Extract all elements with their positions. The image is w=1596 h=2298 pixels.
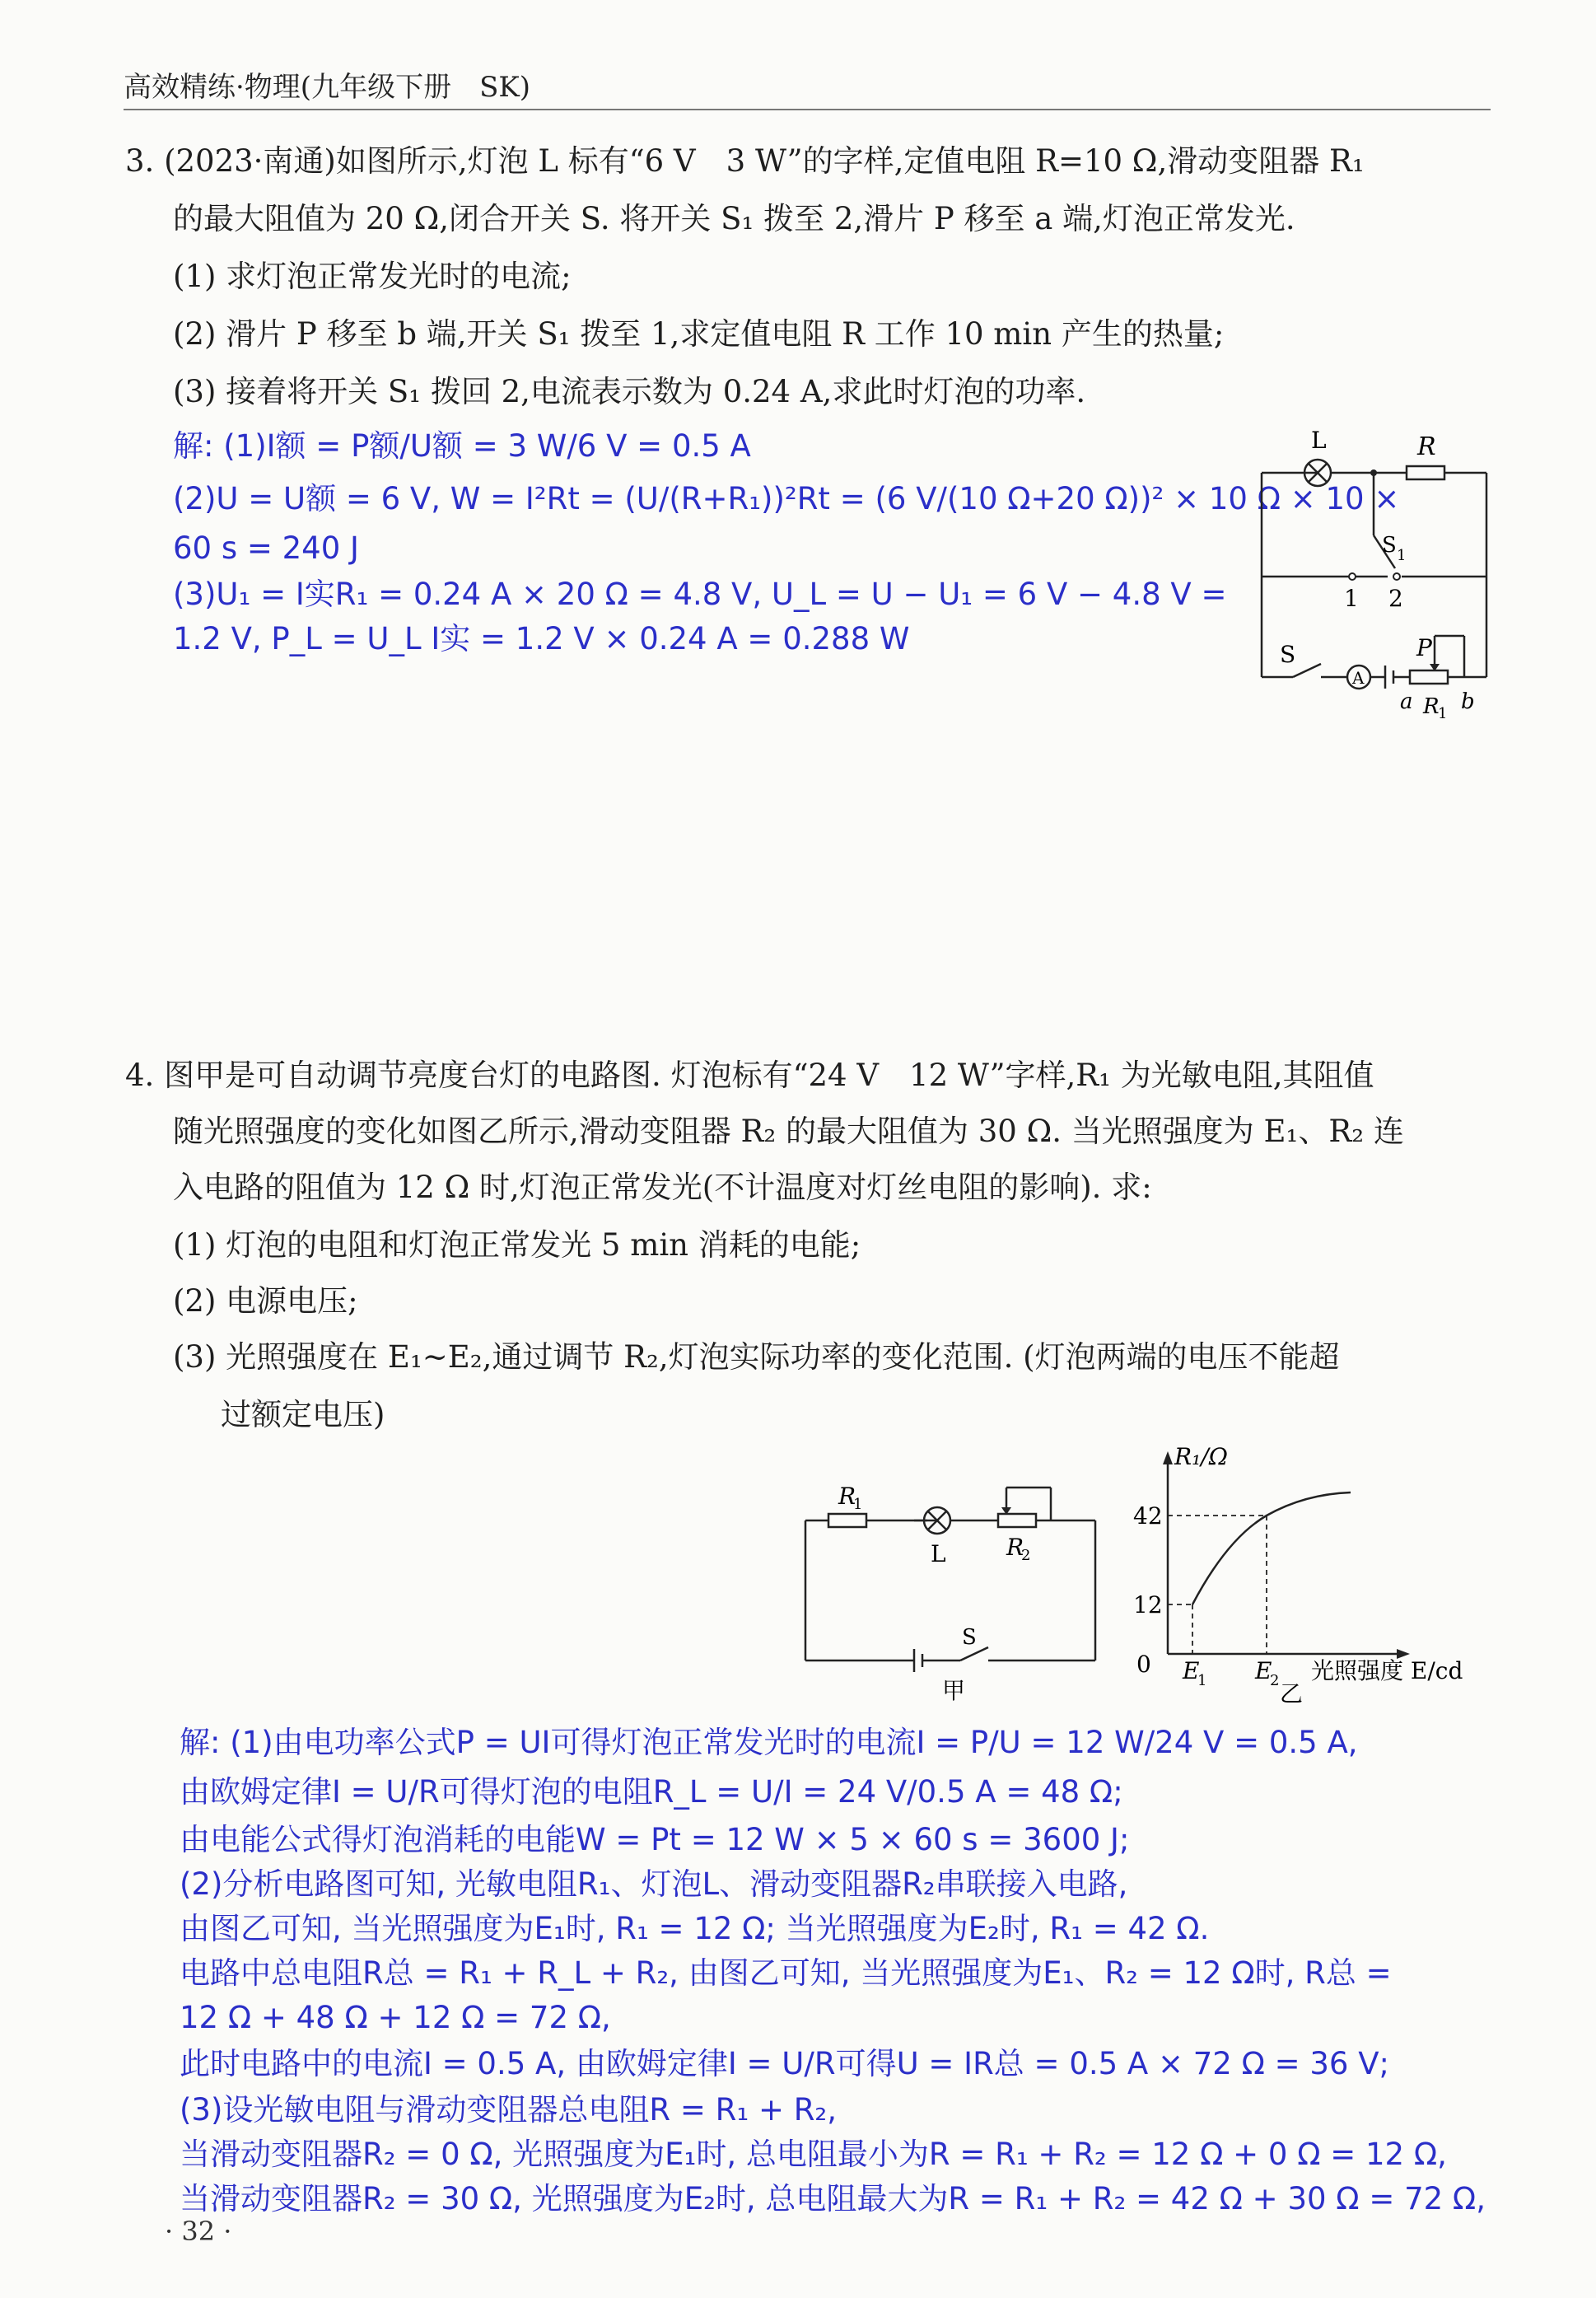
caption-yi: 乙	[1280, 1680, 1304, 1707]
label-lamp-l: L	[1311, 427, 1327, 454]
y-tick-42: 42	[1133, 1502, 1163, 1530]
label-end-a: a	[1400, 689, 1413, 714]
q3-part-3: (3) 接着将开关 S₁ 拨回 2,电流表示数为 0.24 A,求此时灯泡的功率.	[173, 374, 1086, 409]
q3-solution-3: 60 s = 240 J	[173, 530, 359, 566]
page-header-title: 高效精练·物理(九年级下册 SK)	[124, 71, 531, 104]
page-number: · 32 ·	[165, 2216, 232, 2247]
q4-solution-2: 由欧姆定律I = U/R可得灯泡的电阻R_L = U/I = 24 V/0.5 A = 48 Ω;	[180, 1774, 1123, 1810]
q4-solution-8: 此时电路中的电流I = 0.5 A, 由欧姆定律I = U/R可得U = IR总 = 0.5 A × 72 Ω = 36 V;	[180, 2046, 1390, 2081]
q4-part-3-cont: 过额定电压)	[221, 1397, 385, 1432]
q4-part-3: (3) 光照强度在 E₁~E₂,通过调节 R₂,灯泡实际功率的变化范围. (灯泡两端的电压不能超	[173, 1339, 1340, 1375]
y-tick-12: 12	[1133, 1591, 1163, 1618]
q3-solution-4: (3)U₁ = I实R₁ = 0.24 A × 20 Ω = 4.8 V, U_L = U − U₁ = 6 V − 4.8 V =	[173, 577, 1227, 612]
q4-solution-5: 由图乙可知, 当光照强度为E₁时, R₁ = 12 Ω; 当光照强度为E₂时, R₁ = 42 Ω.	[180, 1911, 1210, 1946]
q4-part-2: (2) 电源电压;	[173, 1283, 358, 1319]
q3-circuit-diagram	[1252, 420, 1499, 725]
q3-solution-1: 解: (1)I额 = P额/U额 = 3 W/6 V = 0.5 A	[173, 428, 751, 464]
q4-solution-4: (2)分析电路图可知, 光敏电阻R₁、灯泡L、滑动变阻器R₂串联接入电路,	[180, 1866, 1128, 1902]
q3-line-1: 3. (2023·南通)如图所示,灯泡 L 标有“6 V 3 W”的字样,定值电阻 R=10 Ω,滑动变阻器 R₁	[125, 143, 1365, 179]
photoresistor-r1-symbol	[828, 1514, 866, 1527]
q3-part-2: (2) 滑片 P 移至 b 端,开关 S₁ 拨至 1,求定值电阻 R 工作 10 min 产生的热量;	[173, 316, 1225, 352]
x-axis-label: 光照强度 E/cd	[1311, 1657, 1463, 1684]
label-end-b: b	[1461, 689, 1475, 714]
q3-solution-2: (2)U = U额 = 6 V, W = I²Rt = (U/(R+R₁))²Rt = (6 V/(10 Ω+20 Ω))² × 10 Ω × 10 ×	[173, 481, 1400, 516]
label-switch-s: S	[1280, 641, 1296, 668]
q4-solution-6: 电路中总电阻R总 = R₁ + R_L + R₂, 由图乙可知, 当光照强度为E₁、R₂ = 12 Ω时, R总 =	[180, 1955, 1392, 1991]
label-slider-p: P	[1416, 634, 1432, 661]
resistor-r-symbol	[1407, 466, 1444, 479]
label-switch-s1: S	[1382, 533, 1397, 558]
label-r1-jia-sub: 1	[853, 1496, 863, 1513]
origin-label: 0	[1136, 1651, 1151, 1678]
q4-line-1: 4. 图甲是可自动调节亮度台灯的电路图. 灯泡标有“24 V 12 W”字样,R₁ 为光敏电阻,其阻值	[125, 1058, 1374, 1093]
label-r1-jia: R	[838, 1483, 856, 1510]
q4-line-2: 随光照强度的变化如图乙所示,滑动变阻器 R₂ 的最大阻值为 30 Ω. 当光照强度为 E₁、R₂ 连	[173, 1114, 1404, 1149]
q4-solution-10: 当滑动变阻器R₂ = 0 Ω, 光照强度为E₁时, 总电阻最小为R = R₁ + R₂ = 12 Ω + 0 Ω = 12 Ω,	[180, 2137, 1447, 2172]
caption-jia: 甲	[942, 1677, 966, 1704]
rheostat-r1-symbol	[1410, 670, 1448, 684]
label-contact-2: 2	[1388, 585, 1403, 612]
label-resistor-r: R	[1417, 432, 1436, 461]
q4-graph-yi	[1128, 1440, 1499, 1712]
q4-solution-9: (3)设光敏电阻与滑动变阻器总电阻R = R₁ + R₂,	[180, 2092, 838, 2128]
q4-solution-3: 由电能公式得灯泡消耗的电能W = Pt = 12 W × 5 × 60 s = 3600 J;	[180, 1822, 1130, 1857]
q3-part-1: (1) 求灯泡正常发光时的电流;	[173, 259, 572, 294]
label-switch-s1-sub: 1	[1397, 547, 1407, 564]
switch-s-blade	[1293, 664, 1321, 677]
header-divider	[124, 109, 1491, 110]
y-axis-label: R₁/Ω	[1174, 1443, 1228, 1470]
label-rheostat-r: R	[1423, 694, 1440, 719]
label-rheostat-sub: 1	[1438, 705, 1448, 722]
resistance-curve	[1192, 1492, 1351, 1604]
x-tick-e2-sub: 2	[1270, 1672, 1280, 1689]
q4-solution-7: 12 Ω + 48 Ω + 12 Ω = 72 Ω,	[180, 2000, 611, 2035]
q3-line-2: 的最大阻值为 20 Ω,闭合开关 S. 将开关 S₁ 拨至 2,滑片 P 移至 a 端,灯泡正常发光.	[173, 201, 1295, 236]
q4-circuit-jia	[791, 1474, 1120, 1705]
q4-solution-1: 解: (1)由电功率公式P = UI可得灯泡正常发光时的电流I = P/U = 12 W/24 V = 0.5 A,	[180, 1725, 1358, 1760]
rheostat-r2-symbol	[998, 1514, 1036, 1527]
q4-line-3: 入电路的阻值为 12 Ω 时,灯泡正常发光(不计温度对灯丝电阻的影响). 求:	[173, 1170, 1152, 1205]
label-ammeter-a: A	[1352, 668, 1365, 688]
label-r2-jia-sub: 2	[1021, 1547, 1031, 1564]
q4-part-1: (1) 灯泡的电阻和灯泡正常发光 5 min 消耗的电能;	[173, 1227, 861, 1263]
q3-solution-5: 1.2 V, P_L = U_L I实 = 1.2 V × 0.24 A = 0.288 W	[173, 621, 910, 656]
label-contact-1: 1	[1344, 585, 1359, 612]
label-lamp-jia: L	[931, 1540, 946, 1567]
label-switch-jia: S	[962, 1625, 977, 1650]
x-tick-e2: E	[1255, 1657, 1272, 1684]
q4-solution-11: 当滑动变阻器R₂ = 30 Ω, 光照强度为E₂时, 总电阻最大为R = R₁ + R₂ = 42 Ω + 30 Ω = 72 Ω,	[180, 2181, 1486, 2216]
x-tick-e1: E	[1183, 1657, 1200, 1684]
label-r2-jia: R	[1006, 1534, 1024, 1561]
x-tick-e1-sub: 1	[1197, 1672, 1207, 1689]
